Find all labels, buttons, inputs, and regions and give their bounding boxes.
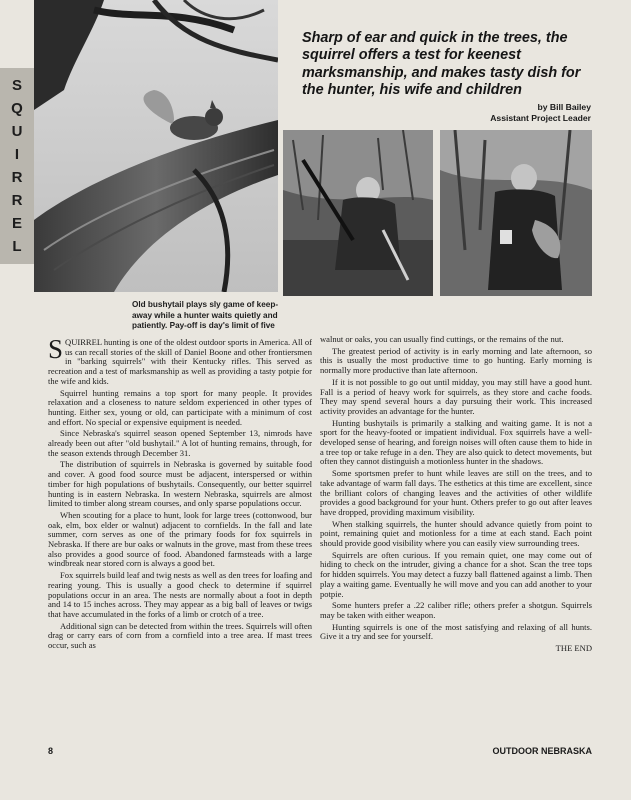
section-tab-letters [0, 74, 34, 258]
paragraph: Hunting squirrels is one of the most satisfying and relaxing of all hunts. Give it a try and see for yourself. [320, 621, 592, 642]
drop-cap: S [48, 334, 64, 364]
section-tab [0, 68, 34, 264]
tab-letter: E [11, 215, 22, 232]
tab-letter: R [11, 169, 23, 186]
tab-letter: R [11, 192, 23, 209]
paragraph: Squirrels are often curious. If you remain quiet, one may come out of hiding to check on the intruder, giving a chance for a shot. Scan the tree tops for hidden squirrels. You may detect a fuzzy ball flattened against a limb. Then play a waiting game. Eventually he will move and you can add another to your potpie. [320, 549, 592, 599]
hunter-squirrels-photo [440, 130, 592, 296]
the-end-mark: THE END [555, 643, 592, 654]
paragraph [48, 334, 312, 387]
tab-letter: L [12, 238, 22, 255]
paragraph: When stalking squirrels, the hunter should advance quietly from point to point, remaining quiet and motionless for a time at each stand. Each point should provide good visibility where you can easily view surrounding trees. [320, 518, 592, 549]
article-column-1 [48, 334, 312, 653]
paragraph: If it is not possible to go out until midday, you may still have a good hunt. Fall is a period of heavy work for squirrels, as they store and cache foods. They may spend several hours a day pursuing their work. This increased activity provides an advantage for the hunter. [320, 376, 592, 416]
paragraph: Since Nebraska's squirrel season opened September 13, nimrods have already been out after "old bushytail." A lot of hunting remains, through, for the season extends through December 31. [48, 428, 312, 458]
paragraph: When scouting for a place to hunt, look for large trees (cottonwood, bur oak, elm, box elder or walnut) adjacent to cornfields. In the fall and late summer, corn serves as one of the primary foods for fox squirrels in Nebraska. If there are bur oaks or walnuts in the grove, mast from these trees also provides a good source of food. Abandoned farmsteads with a large windbreak near stored corn is always a good bet. [48, 509, 312, 569]
byline [490, 102, 591, 124]
paragraph: Fox squirrels build leaf and twig nests as well as den trees for loafing and rearing young. This is usually a good check to determine if squirrel populations occur in an area. The nests are normally about a foot in depth and 14 to 15 inches across. They may appear as a big ball of leaves or twigs that have accumulated in the forks of a limb or crotch of a tree. [48, 570, 312, 619]
paragraph: The greatest period of activity is in early morning and late afternoon, so this is usually the most productive time to go hunting. Early morning is normally more productive than late afternoon. [320, 345, 592, 376]
paragraph: walnut or oaks, you can usually find cuttings, or the remains of the nut. [320, 334, 564, 344]
paragraph: Some hunters prefer a .22 caliber rifle; others prefer a shotgun. Squirrels may be taken with either weapon. [320, 600, 592, 620]
squirrel-photo [34, 0, 278, 292]
paragraph: Additional sign can be detected from within the trees. Squirrels will often drag or carry ears of corn from a cornfield into a tree area. If mast trees occur, such as [48, 620, 312, 651]
tab-letter: I [14, 146, 20, 163]
article-headline: Sharp of ear and quick in the trees, the squirrel offers a test for keenest marksmanship, and makes tasty dish for the hunter, his wife and children [302, 30, 581, 99]
tab-letter: S [11, 77, 22, 94]
byline-title: Assistant Project Leader [490, 113, 591, 123]
photo-caption: Old bushytail plays sly game of keep-away while a hunter waits quietly and patiently. Pay-off is day's limit of five [132, 300, 279, 331]
paragraph: Some sportsmen prefer to hunt while leaves are still on the trees, and to take advantage of warm fall days. The esthetics at this time are excellent, since the brilliant colors of changing leaves and the activities of other wildlife provides a good background for your hunt. Others prefer to go out after leaves have dropped, providing maximum visibility. [320, 468, 592, 517]
hunter-rifle-photo [283, 130, 433, 296]
paragraph-text: QUIRREL hunting is one of the oldest outdoor sports in America. All of us can recall stories of the skill of Daniel Boone and other frontiersmen in "barking squirrels" with their Kentucky rifles. This served as recreation and a test of marksmanship as well as providing a tasty potpie for the wife and kids. [48, 337, 312, 386]
paragraph: Hunting bushytails is primarily a stalking and waiting game. It is not a sport for the heavy-footed or impatient individual. Fox squirrels have a well-developed sense of hearing, and foreign noises will often cause them to hide in a tree top or take refuge in a den. They are also quick to detect movements, but often they cannot distinguish a motionless hunter in the shadows. [320, 417, 592, 467]
byline-author: by Bill Bailey [537, 102, 591, 112]
page-number: 8 [48, 746, 54, 756]
article-column-2 [320, 335, 592, 656]
tab-letter: U [11, 123, 23, 140]
paragraph: The distribution of squirrels in Nebraska is governed by suitable food and cover. A good food source must be adjacent, interspersed or within timber for high populations of bushytails. Consequently, our better squirrel hunting is in eastern Nebraska. In western Nebraska, squirrels are almost limited to timber along stream courses, and only sparse populations occur. [48, 459, 312, 509]
paragraph: Squirrel hunting remains a top sport for many people. It provides relaxation and a closeness to nature seldom experienced in other types of hunting. Either sex, young or old, can participate with a minimum of cost and effort. No special or expensive equipment is needed. [48, 387, 312, 427]
magazine-name: OUTDOOR NEBRASKA [492, 746, 592, 756]
tab-letter: Q [11, 100, 23, 117]
